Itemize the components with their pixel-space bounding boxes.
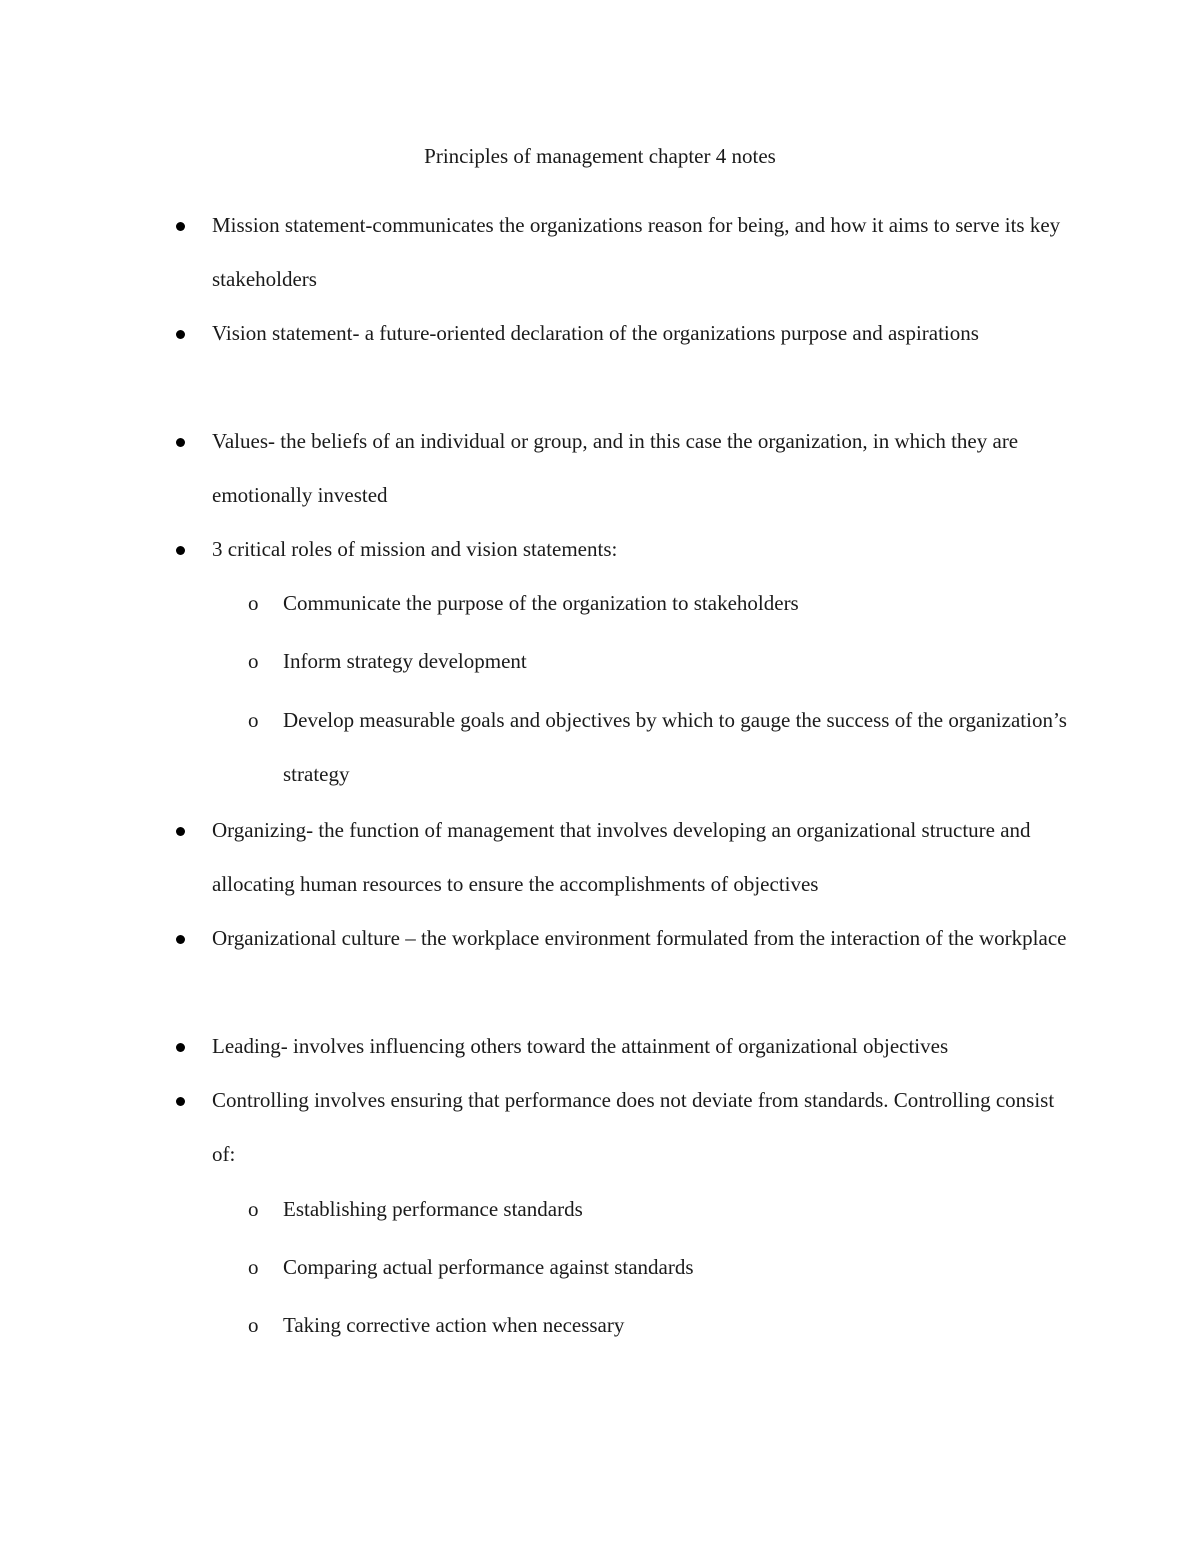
list-item-organizational-culture: Organizational culture – the workplace environment formulated from the interaction of the workplace	[212, 926, 1067, 950]
list-item-vision: Vision statement- a future-oriented declaration of the organizations purpose and aspirations	[212, 321, 979, 345]
sub-bullet-marker: o	[248, 1197, 259, 1221]
sub-bullet-marker: o	[248, 708, 259, 732]
list-item-values: Values- the beliefs of an individual or group, and in this case the organization, in which they are emotionally invested	[212, 429, 1019, 507]
bullet-marker	[176, 330, 185, 339]
bullet-marker	[176, 546, 185, 555]
bullet-marker	[176, 1097, 185, 1106]
sub-bullet-marker: o	[248, 591, 259, 615]
list-item-leading: Leading- involves influencing others toward the attainment of organizational objectives	[212, 1034, 949, 1058]
sub-list-item: Develop measurable goals and objectives by which to gauge the success of the organization’s strategy	[283, 708, 1067, 786]
list-item-critical-roles: 3 critical roles of mission and vision statements:	[212, 537, 618, 561]
bullet-marker	[176, 827, 185, 836]
sub-list-item: Communicate the purpose of the organization to stakeholders	[283, 591, 799, 615]
bullet-marker	[176, 222, 185, 231]
sub-list-item: Comparing actual performance against standards	[283, 1255, 694, 1279]
sub-list-item: Establishing performance standards	[283, 1197, 583, 1221]
bullet-marker	[176, 438, 185, 447]
bullet-marker	[176, 935, 185, 944]
list-item-organizing: Organizing- the function of management that involves developing an organizational structure and allocating human resources to ensure the accomplishments of objectives	[212, 818, 1031, 896]
document-title: Principles of management chapter 4 notes	[424, 144, 776, 168]
sub-list-item: Taking corrective action when necessary	[283, 1313, 625, 1337]
list-item-controlling: Controlling involves ensuring that performance does not deviate from standards. Controlling consist of:	[212, 1088, 1055, 1166]
sub-bullet-marker: o	[248, 649, 259, 673]
bullet-marker	[176, 1043, 185, 1052]
sub-list-item: Inform strategy development	[283, 649, 527, 673]
sub-bullet-marker: o	[248, 1255, 259, 1279]
list-item-mission: Mission statement-communicates the organizations reason for being, and how it aims to serve its key stakeholders	[212, 213, 1061, 291]
sub-bullet-marker: o	[248, 1313, 259, 1337]
